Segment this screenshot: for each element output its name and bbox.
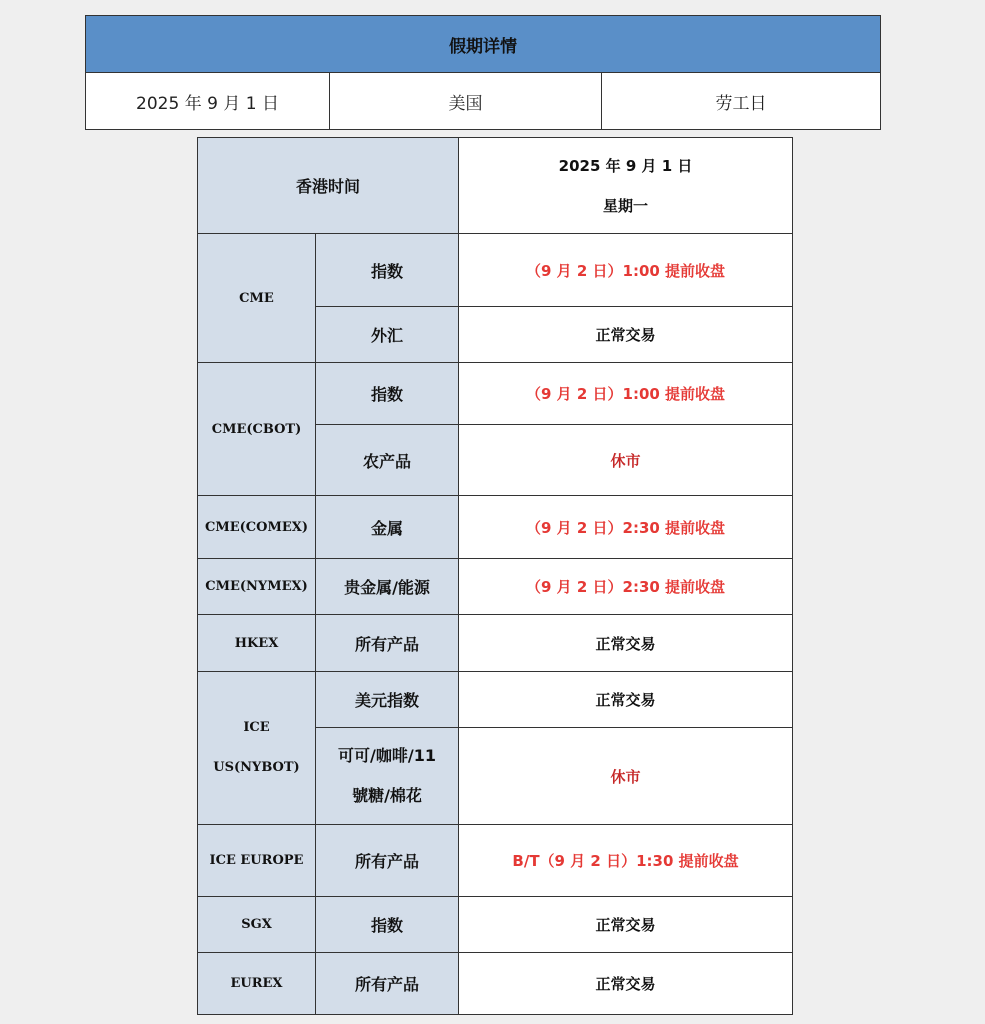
exchange-ice-us-line2: US(NYBOT): [213, 760, 300, 775]
product-cell: 指数: [316, 234, 459, 307]
product-cell: 指数: [316, 363, 459, 425]
status-cell: 正常交易: [459, 615, 793, 672]
exchange-ice-us: [198, 672, 316, 825]
product-cell: 指数: [316, 897, 459, 953]
exchange-hkex: HKEX: [198, 615, 316, 672]
exchange-ice-europe: ICE EUROPE: [198, 825, 316, 897]
status-cell: （9 月 2 日）2:30 提前收盘: [459, 559, 793, 615]
hk-time-label: 香港时间: [198, 138, 459, 234]
product-line2: 號糖/棉花: [352, 786, 422, 805]
exchange-ice-us-line1: ICE: [243, 720, 270, 735]
status-cell: B/T（9 月 2 日）1:30 提前收盘: [459, 825, 793, 897]
product-cell: 贵金属/能源: [316, 559, 459, 615]
product-cell: 所有产品: [316, 953, 459, 1015]
holiday-details-table: [85, 15, 881, 130]
status-cell: 休市: [459, 425, 793, 496]
exchange-cme: CME: [198, 234, 316, 363]
product-cell: 外汇: [316, 307, 459, 363]
schedule-date-line1: 2025 年 9 月 1 日: [558, 156, 693, 175]
product-cell: 美元指数: [316, 672, 459, 728]
exchange-cme-nymex: CME(NYMEX): [198, 559, 316, 615]
exchange-eurex: EUREX: [198, 953, 316, 1015]
product-cell: 所有产品: [316, 825, 459, 897]
holiday-details-title: 假期详情: [86, 16, 881, 73]
holiday-country: 美国: [330, 73, 602, 130]
holiday-date: 2025 年 9 月 1 日: [86, 73, 330, 130]
exchange-sgx: SGX: [198, 897, 316, 953]
holiday-name: 劳工日: [602, 73, 881, 130]
status-cell: （9 月 2 日）1:00 提前收盘: [459, 363, 793, 425]
status-cell: 正常交易: [459, 953, 793, 1015]
product-cell: 金属: [316, 496, 459, 559]
exchange-cme-cbot: CME(CBOT): [198, 363, 316, 496]
status-cell: （9 月 2 日）1:00 提前收盘: [459, 234, 793, 307]
product-line1: 可可/咖啡/11: [338, 746, 436, 765]
product-cell: 所有产品: [316, 615, 459, 672]
schedule-date-line2: 星期一: [603, 196, 649, 215]
status-cell: 正常交易: [459, 897, 793, 953]
trading-schedule-table: [197, 137, 793, 1015]
product-cell: [316, 728, 459, 825]
status-cell: （9 月 2 日）2:30 提前收盘: [459, 496, 793, 559]
status-cell: 休市: [459, 728, 793, 825]
schedule-date: [459, 138, 793, 234]
status-cell: 正常交易: [459, 307, 793, 363]
product-cell: 农产品: [316, 425, 459, 496]
status-cell: 正常交易: [459, 672, 793, 728]
exchange-cme-comex: CME(COMEX): [198, 496, 316, 559]
